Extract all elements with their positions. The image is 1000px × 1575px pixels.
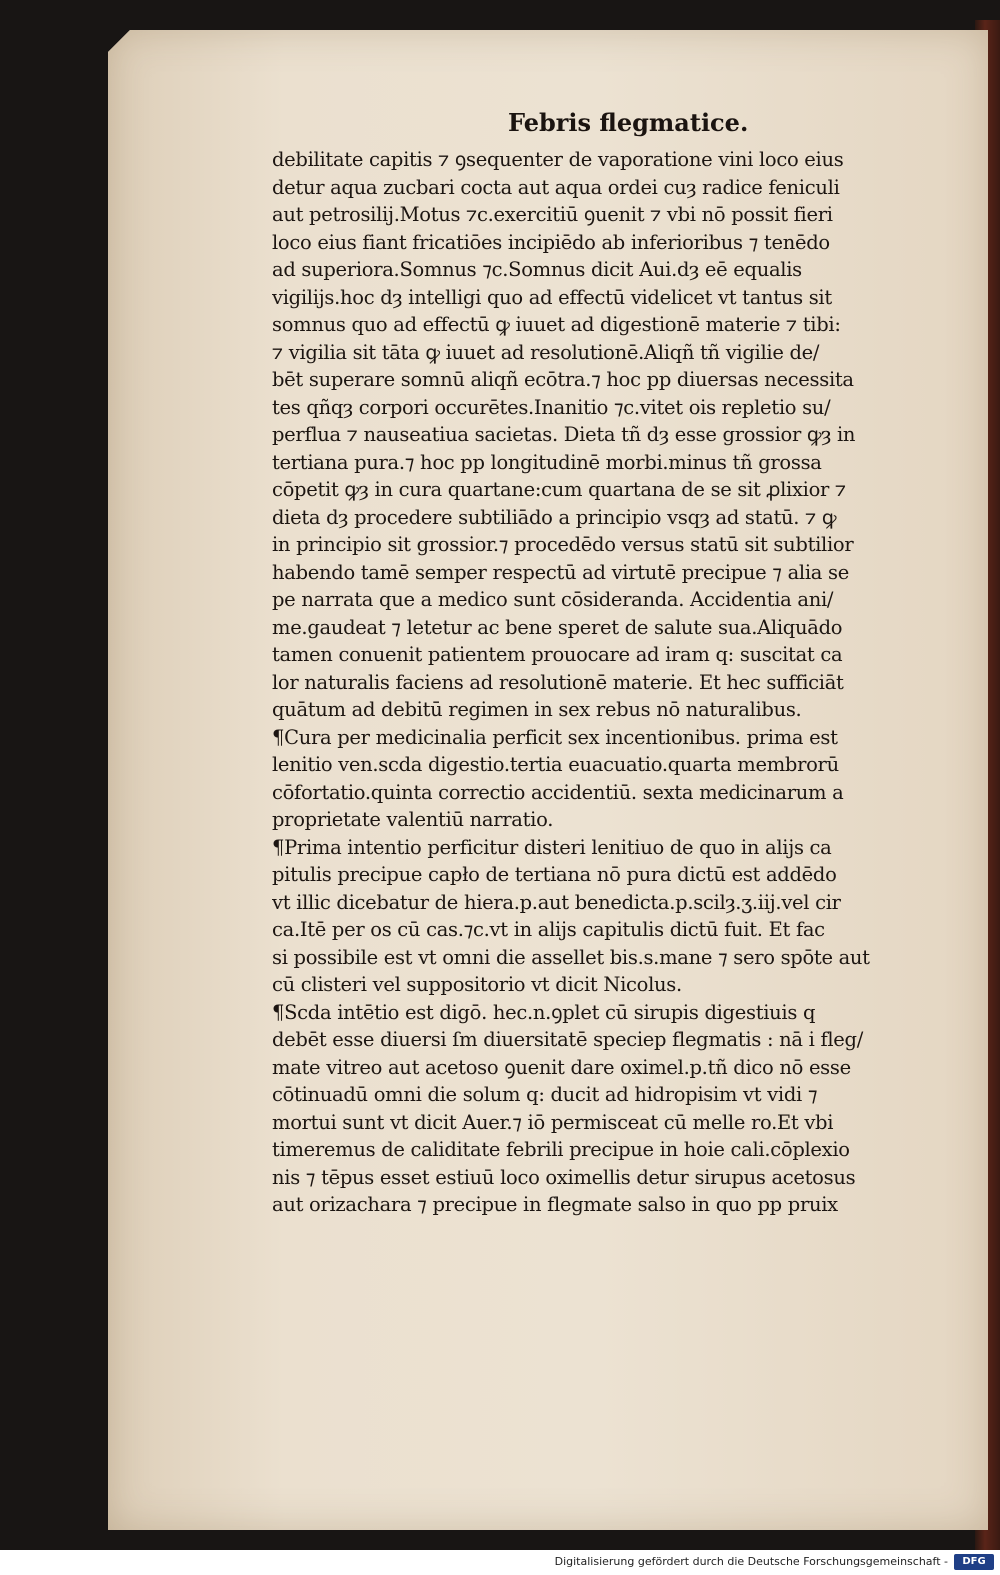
text-line: cōfortatio.quinta correctio accidentiū. sexta medicinarum a	[272, 780, 844, 804]
text-line: nis ⁊ tēpus esset estiuū loco oximellis detur sirupus acetosus	[272, 1165, 856, 1189]
footer-credit: Digitalisierung gefördert durch die Deutsche Forschungsgemeinschaft -	[554, 1555, 948, 1568]
text-line: bēt superare somnū aliqñ ecōtra.⁊ hoc pp diuersas necessita	[272, 368, 854, 391]
text-line: ¶Scda intētio est digō. hec.n.ꝯplet cū sirupis digestiuis q	[272, 1000, 816, 1024]
text-line: aut petrosilij.Motus ⁊c.exercitiū ꝯuenit ⁊ vbi nō possit fieri	[272, 203, 833, 226]
text-line: dieta dȝ procedere subtiliādo a principio vsqȝ ad statū. ⁊ ꝙ	[272, 505, 837, 529]
text-line: ¶Cura per medicinalia perficit sex incentionibus. prima est	[272, 725, 838, 749]
text-line: debilitate capitis ⁊ ꝯsequenter de vaporatione vini loco eius	[272, 148, 844, 171]
text-line: me.gaudeat ⁊ letetur ac bene speret de salute sua.Aliquādo	[272, 615, 843, 639]
footer-bar	[0, 1550, 1000, 1575]
text-line: proprietate valentiū narratio.	[272, 808, 554, 831]
text-line: somnus quo ad effectū ꝙ iuuet ad digestionē materie ⁊ tibi:	[272, 313, 841, 336]
text-line: lenitio ven.scda digestio.tertia euacuatio.quarta membrorū	[272, 753, 839, 776]
text-line: pitulis precipue capło de tertiana nō pura dictū est addēdo	[272, 863, 837, 886]
text-line: loco eius fiant fricatiōes incipiēdo ab inferioribus ⁊ tenēdo	[272, 230, 830, 254]
page-header: Febris flegmatice.	[508, 108, 749, 137]
text-line: vigilijs.hoc dȝ intelligi quo ad effectū videlicet vt tantus sit	[272, 285, 832, 309]
text-line: debēt esse diuersi ſm diuersitatē speciep flegmatis : nā i fleg/	[272, 1028, 863, 1051]
text-line: si possibile est vt omni die assellet bis.s.mane ⁊ sero spōte aut	[272, 945, 870, 969]
text-line: ad superiora.Somnus ⁊c.Somnus dicit Aui.dȝ eē equalis	[272, 258, 802, 281]
text-line: cōpetit ꝙȝ in cura quartane:cum quartana de se sit ꝓlixior ⁊	[272, 478, 846, 501]
text-line: ¶Prima intentio perficitur disteri lenitiuo de quo in alijs ca	[272, 835, 832, 859]
body-text	[272, 146, 940, 1219]
text-line: ⁊ vigilia sit tāta ꝙ iuuet ad resolutionē.Aliqñ tñ vigilie de/	[272, 340, 820, 364]
text-line: tes qñqȝ corpori occurētes.Inanitio ⁊c.vitet ois repletio su/	[272, 395, 831, 419]
text-line: tamen conuenit patientem prouocare ad iram q: suscitat ca	[272, 643, 843, 666]
text-line: cōtinuadū omni die solum q: ducit ad hidropisim vt vidi ⁊	[272, 1083, 818, 1106]
text-line: in principio sit grossior.⁊ procedēdo versus statū sit subtilior	[272, 533, 854, 556]
text-line: perflua ⁊ nauseatiua sacietas. Dieta tñ dȝ esse grossior ꝙȝ in	[272, 423, 856, 446]
text-line: pe narrata que a medico sunt cōsideranda. Accidentia ani/	[272, 588, 834, 611]
text-line: lor naturalis faciens ad resolutionē materie. Et hec sufficiāt	[272, 670, 844, 694]
text-line: vt illic dicebatur de hiera.p.aut benedicta.p.scilȝ.ʒ.iij.vel cir	[272, 890, 841, 914]
text-line: quātum ad debitū regimen in sex rebus nō naturalibus.	[272, 698, 802, 721]
text-line: timeremus de caliditate febrili precipue in hoie cali.cōplexio	[272, 1138, 850, 1161]
text-line: aut orizachara ⁊ precipue in flegmate salso in quo pp pruix	[272, 1193, 838, 1216]
text-line: cū clisteri vel suppositorio vt dicit Nicolus.	[272, 973, 682, 996]
text-line: mortui sunt vt dicit Auer.⁊ iō permisceat cū melle ro.Et vbi	[272, 1110, 834, 1134]
text-line: mate vitreo aut acetoso ꝯuenit dare oximel.p.tñ dico nō esse	[272, 1055, 851, 1079]
text-line: ca.Itē per os cū cas.⁊c.vt in alijs capitulis dictū fuit. Et fac	[272, 918, 825, 941]
text-line: tertiana pura.⁊ hoc pp longitudinē morbi.minus tñ grossa	[272, 450, 822, 474]
text-line: detur aqua zucbari cocta aut aqua ordei cuȝ radice feniculi	[272, 175, 840, 199]
text-line: habendo tamē semper respectū ad virtutē precipue ⁊ alia se	[272, 560, 849, 584]
dfg-logo: DFG	[954, 1554, 994, 1570]
